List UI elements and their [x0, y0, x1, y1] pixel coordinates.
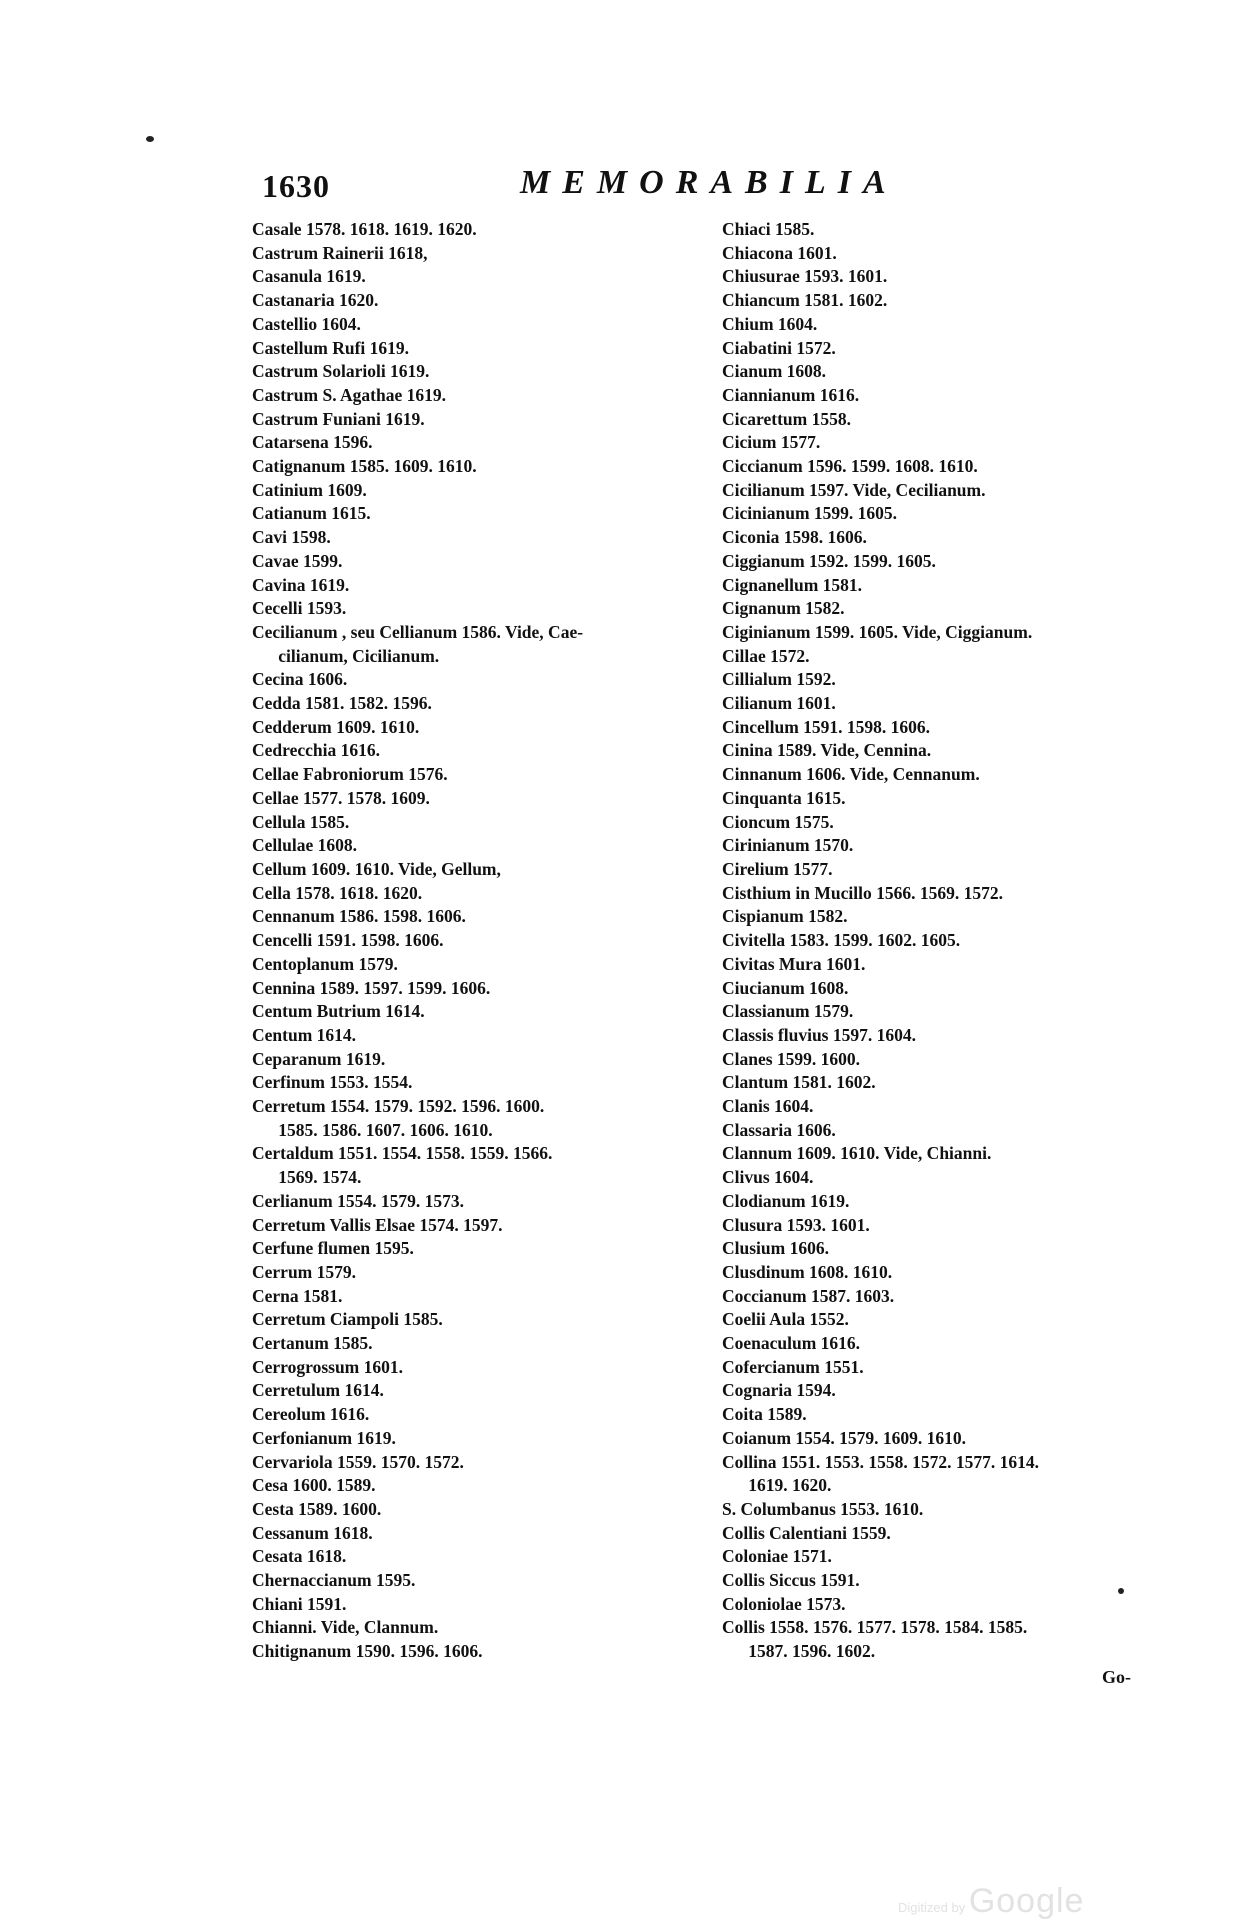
left-index-entry: Cedda 1581. 1582. 1596.: [252, 693, 432, 714]
right-index-entry: Coianum 1554. 1579. 1609. 1610.: [722, 1427, 967, 1448]
right-index-entry: 1587. 1596. 1602.: [722, 1641, 876, 1662]
left-index-entry: Cecelli 1593.: [252, 598, 347, 619]
left-index-entry: Cerretum Vallis Elsae 1574. 1597.: [252, 1214, 503, 1235]
page-number: 1630: [262, 168, 330, 204]
right-index-entry: Ciconia 1598. 1606.: [722, 527, 867, 548]
right-index-entry: Cicarettum 1558.: [722, 408, 851, 429]
left-index-entry: 1585. 1586. 1607. 1606. 1610.: [252, 1119, 493, 1140]
left-index-entry: Cellum 1609. 1610. Vide, Gellum,: [252, 858, 501, 879]
right-index-entry: Cinnanum 1606. Vide, Cennanum.: [722, 764, 980, 785]
left-index-entry: Castellum Rufi 1619.: [252, 337, 410, 358]
right-index-entry: Cillialum 1592.: [722, 669, 836, 690]
right-index-entry: Cicilianum 1597. Vide, Cecilianum.: [722, 479, 986, 500]
left-index-entry: Cennanum 1586. 1598. 1606.: [252, 906, 466, 927]
left-index-entry: Cavina 1619.: [252, 574, 350, 595]
index-column-right: [722, 218, 1162, 1664]
left-index-entry: Certanum 1585.: [252, 1333, 373, 1354]
right-index-entry: Cincellum 1591. 1598. 1606.: [722, 716, 931, 737]
right-index-entry: Coloniolae 1573.: [722, 1593, 846, 1614]
right-index-entry: Cinina 1589. Vide, Cennina.: [722, 740, 932, 761]
right-index-entry: Cillae 1572.: [722, 645, 810, 666]
left-index-entry: Cedderum 1609. 1610.: [252, 716, 420, 737]
left-index-entry: Chitignanum 1590. 1596. 1606.: [252, 1641, 483, 1662]
left-index-entry: Centum 1614.: [252, 1024, 357, 1045]
left-index-entry: Cerna 1581.: [252, 1285, 343, 1306]
right-index-entry: Coita 1589.: [722, 1404, 807, 1425]
left-index-entry: Cessanum 1618.: [252, 1522, 373, 1543]
left-index-entry: Cencelli 1591. 1598. 1606.: [252, 930, 444, 951]
right-index-entry: Ciabatini 1572.: [722, 337, 836, 358]
right-index-entry: Coccianum 1587. 1603.: [722, 1285, 895, 1306]
left-index-entry: Cerfonianum 1619.: [252, 1427, 396, 1448]
right-index-entry: Ciginianum 1599. 1605. Vide, Ciggianum.: [722, 621, 1033, 642]
right-index-entry: Cinquanta 1615.: [722, 787, 846, 808]
catchword: Go-: [1102, 1667, 1131, 1687]
watermark-prefix: Digitized by: [898, 1900, 966, 1915]
right-index-entry: Clusium 1606.: [722, 1238, 829, 1259]
left-index-entry: Cellula 1585.: [252, 811, 350, 832]
right-index-entry: Collis 1558. 1576. 1577. 1578. 1584. 1585.: [722, 1617, 1028, 1638]
left-index-entry: Cerrogrossum 1601.: [252, 1356, 404, 1377]
left-index-entry: Castrum Funiani 1619.: [252, 408, 425, 429]
right-index-entry: Ciggianum 1592. 1599. 1605.: [722, 550, 936, 571]
right-index-entry: Chiaci 1585.: [722, 219, 815, 239]
right-index-entry: Clannum 1609. 1610. Vide, Chianni.: [722, 1143, 992, 1164]
right-index-entry: Clanes 1599. 1600.: [722, 1048, 861, 1069]
right-index-entry: Cicium 1577.: [722, 432, 821, 453]
right-index-entry: Cofercianum 1551.: [722, 1356, 864, 1377]
left-index-entry: Casale 1578. 1618. 1619. 1620.: [252, 219, 477, 239]
left-index-entry: Cellulae 1608.: [252, 835, 357, 856]
index-column-left: [252, 218, 692, 1664]
right-index-entry: Clodianum 1619.: [722, 1190, 850, 1211]
left-index-entry: Cellae 1577. 1578. 1609.: [252, 787, 430, 808]
watermark-brand: Google: [968, 1882, 1085, 1920]
left-index-entry: Chianni. Vide, Clannum.: [252, 1617, 439, 1638]
left-index-entry: Cecina 1606.: [252, 669, 348, 690]
right-index-entry: 1619. 1620.: [722, 1475, 832, 1496]
right-index-entry: Coenaculum 1616.: [722, 1333, 861, 1354]
left-index-entry: Certaldum 1551. 1554. 1558. 1559. 1566.: [252, 1143, 553, 1164]
right-index-entry: Clusdinum 1608. 1610.: [722, 1261, 893, 1282]
left-index-entry: cilianum, Cicilianum.: [252, 645, 440, 666]
ink-speck: [1118, 1588, 1124, 1594]
right-index-entry: Civitas Mura 1601.: [722, 953, 866, 974]
right-index-entry: Ciccianum 1596. 1599. 1608. 1610.: [722, 456, 978, 477]
right-index-entry: Civitella 1583. 1599. 1602. 1605.: [722, 930, 961, 951]
right-index-entry: Chium 1604.: [722, 313, 818, 334]
left-index-entry: Cavi 1598.: [252, 527, 331, 548]
left-index-entry: 1569. 1574.: [252, 1167, 362, 1188]
right-index-entry: Cispianum 1582.: [722, 906, 848, 927]
left-index-entry: Casanula 1619.: [252, 266, 366, 287]
right-index-entry: Cirinianum 1570.: [722, 835, 854, 856]
left-index-entry: Catinium 1609.: [252, 479, 367, 500]
left-index-entry: Cerretum Ciampoli 1585.: [252, 1309, 443, 1330]
left-index-entry: Cecilianum , seu Cellianum 1586. Vide, Cae-: [252, 621, 584, 642]
right-index-entry: Clanis 1604.: [722, 1096, 814, 1117]
right-index-entry: Ciannianum 1616.: [722, 384, 860, 405]
left-index-entry: Castellio 1604.: [252, 313, 361, 334]
right-index-entry: Collina 1551. 1553. 1558. 1572. 1577. 1614.: [722, 1451, 1039, 1472]
left-index-entry: Cella 1578. 1618. 1620.: [252, 882, 423, 903]
left-index-entry: Chiani 1591.: [252, 1593, 347, 1614]
right-index-entry: Cilianum 1601.: [722, 693, 836, 714]
right-index-entry: Cioncum 1575.: [722, 811, 834, 832]
left-index-entry: Cervariola 1559. 1570. 1572.: [252, 1451, 464, 1472]
left-index-entry: Cellae Fabroniorum 1576.: [252, 764, 448, 785]
right-index-entry: Clantum 1581. 1602.: [722, 1072, 876, 1093]
right-index-entry: Cognaria 1594.: [722, 1380, 836, 1401]
left-index-entry: Catignanum 1585. 1609. 1610.: [252, 456, 477, 477]
left-index-entry: Chernaccianum 1595.: [252, 1570, 416, 1591]
right-index-entry: Ciucianum 1608.: [722, 977, 849, 998]
left-index-entry: Castrum Rainerii 1618,: [252, 242, 428, 263]
left-index-entry: Cesata 1618.: [252, 1546, 347, 1567]
left-index-entry: Cerfinum 1553. 1554.: [252, 1072, 413, 1093]
left-index-entry: Cerfune flumen 1595.: [252, 1238, 414, 1259]
right-index-entry: Clivus 1604.: [722, 1167, 814, 1188]
left-index-entry: Centum Butrium 1614.: [252, 1001, 425, 1022]
left-index-entry: Cesa 1600. 1589.: [252, 1475, 376, 1496]
right-index-entry: Coelii Aula 1552.: [722, 1309, 849, 1330]
right-index-entry: Chiacona 1601.: [722, 242, 837, 263]
left-index-entry: Cedrecchia 1616.: [252, 740, 380, 761]
right-index-entry: S. Columbanus 1553. 1610.: [722, 1498, 924, 1519]
left-index-entry: Cerretum 1554. 1579. 1592. 1596. 1600.: [252, 1096, 545, 1117]
left-index-entry: Cerlianum 1554. 1579. 1573.: [252, 1190, 464, 1211]
right-index-entry: Collis Calentiani 1559.: [722, 1522, 891, 1543]
running-title: MEMORABILIA: [520, 164, 898, 201]
right-index-entry: Cianum 1608.: [722, 361, 827, 382]
left-index-entry: Cerretulum 1614.: [252, 1380, 384, 1401]
right-index-entry: Cignanellum 1581.: [722, 574, 863, 595]
right-index-entry: Chiancum 1581. 1602.: [722, 290, 888, 311]
right-index-entry: Cignanum 1582.: [722, 598, 845, 619]
left-index-entry: Castanaria 1620.: [252, 290, 379, 311]
left-index-entry: Centoplanum 1579.: [252, 953, 398, 974]
ink-speck: [146, 136, 154, 142]
right-index-entry: Classianum 1579.: [722, 1001, 854, 1022]
right-index-entry: Collis Siccus 1591.: [722, 1570, 860, 1591]
right-index-entry: Classaria 1606.: [722, 1119, 836, 1140]
left-index-entry: Cesta 1589. 1600.: [252, 1498, 382, 1519]
left-index-entry: Cavae 1599.: [252, 550, 343, 571]
left-index-entry: Cerrum 1579.: [252, 1261, 357, 1282]
right-index-entry: Chiusurae 1593. 1601.: [722, 266, 888, 287]
left-index-entry: Catarsena 1596.: [252, 432, 373, 453]
right-index-entry: Cicinianum 1599. 1605.: [722, 503, 898, 524]
left-index-entry: Ceparanum 1619.: [252, 1048, 386, 1069]
left-index-entry: Catianum 1615.: [252, 503, 371, 524]
left-index-entry: Cereolum 1616.: [252, 1404, 370, 1425]
right-index-entry: Cirelium 1577.: [722, 858, 833, 879]
right-index-entry: Coloniae 1571.: [722, 1546, 832, 1567]
right-index-entry: Classis fluvius 1597. 1604.: [722, 1024, 916, 1045]
left-index-entry: Cennina 1589. 1597. 1599. 1606.: [252, 977, 491, 998]
digitization-watermark: [898, 1882, 1084, 1921]
right-index-entry: Clusura 1593. 1601.: [722, 1214, 870, 1235]
left-index-entry: Castrum S. Agathae 1619.: [252, 384, 446, 405]
left-index-entry: Castrum Solarioli 1619.: [252, 361, 430, 382]
right-index-entry: Cisthium in Mucillo 1566. 1569. 1572.: [722, 882, 1003, 903]
